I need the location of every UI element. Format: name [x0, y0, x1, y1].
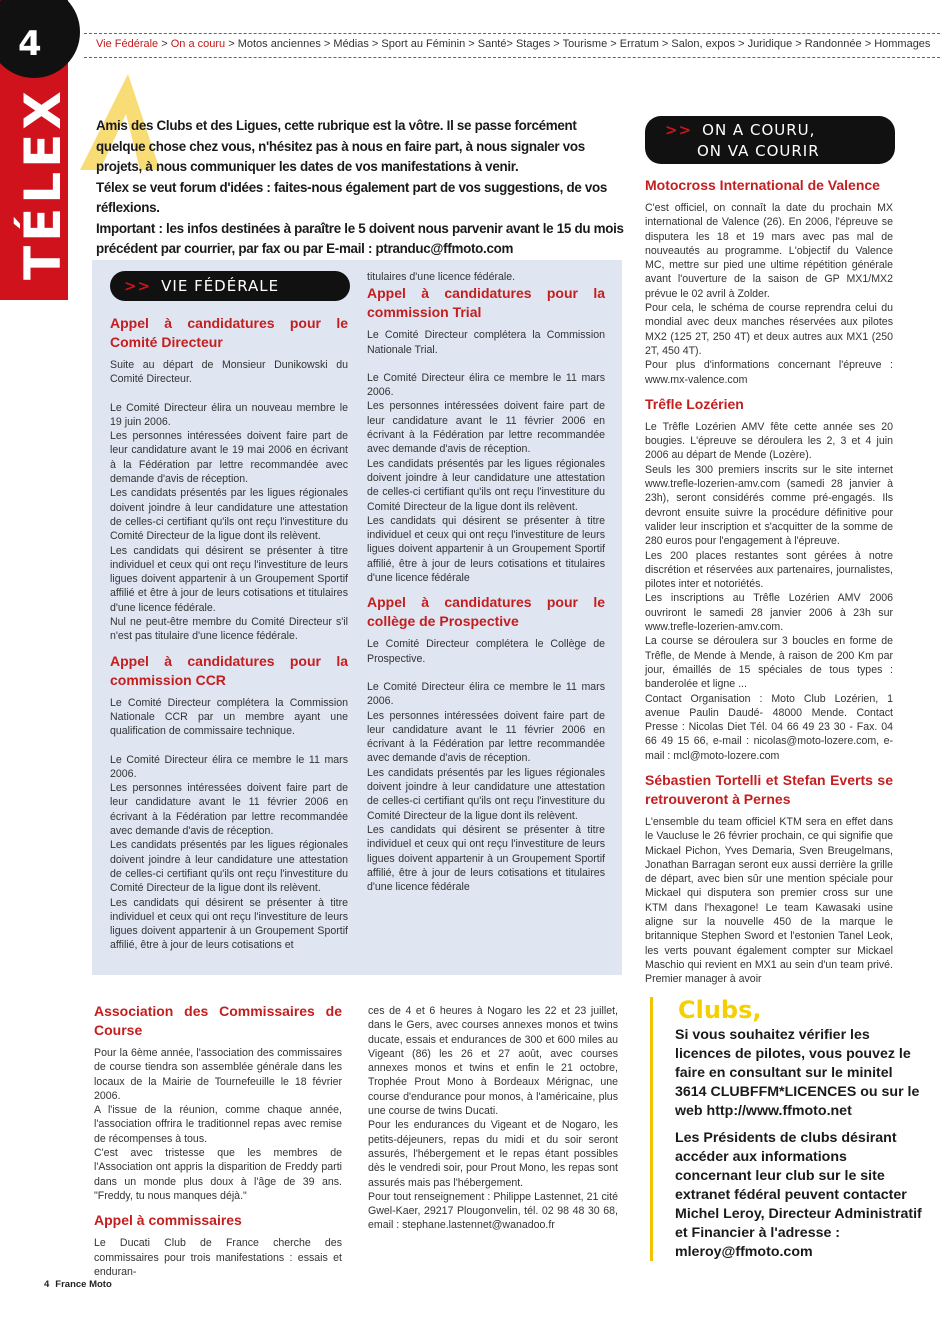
vie-federale-badge: >> VIE FÉDÉRALE — [110, 271, 350, 301]
section-title: TÉLEX — [14, 87, 72, 280]
intro-paragraph: Télex se veut forum d'idées : faites-nous également part de vos suggestions, de vos réflexions. — [96, 179, 608, 215]
commissaires-column-2: ces de 4 et 6 heures à Nogaro les 22 et 23 juillet, dans le Gers, avec courses annexes monos et twins ducate, essais et endurances de 300 et 600 miles au Vigeant (86) les 26 et 27 août, avec courses annexes monos et twins et enfin le 21 octobre, Trophée Prout Mono à Bordeaux Mérignac, une course d'endurance pour monos, à l'américaine, plus une course de twins Ducati. Pour les endurances du Vigeant et de Nogaro, les petits-déjeuners, repas du midi et du soir seront assurés, l'hébergement et le repas étant possibles dès le vendredi soir, pour Prout Mono, les repas sont assurés mais pas l'hébergement. Pour tout renseignement : Philippe Lastennet, 21 cité Gwel-Kaer, 29217 Plougonvelin, tél. 02 98 48 30 68, email : stephane.lastennet@wanadoo.fr — [368, 1005, 618, 1232]
intro-paragraph: Amis des Clubs et des Ligues, cette rubrique est la vôtre. Il se passe forcément quelque chose chez vous, n'hésitez pas à nous en faire part, à nous signaler vos projets, à nous communiquer les dates de vos manifestations à venir. — [96, 118, 585, 174]
article-title: Sébastien Tortelli et Stefan Everts se retrouveront à Pernes — [645, 771, 893, 807]
nav-divider-bottom — [84, 57, 940, 58]
footer-magazine: France Moto — [55, 1279, 112, 1290]
nav-item-erratum[interactable]: Erratum — [619, 38, 659, 50]
chevron-right-icon: >> — [665, 121, 693, 139]
nav-item-randonnee[interactable]: Randonnée — [804, 38, 862, 50]
article-title: Trêfle Lozérien — [645, 395, 744, 412]
chevron-right-icon: >> — [124, 277, 152, 295]
clubs-title: Clubs, — [678, 996, 762, 1024]
article-title: Appel à candidatures pour le Comité Directeur — [110, 315, 348, 350]
page-number: 4 — [18, 24, 42, 64]
nav-item-tourisme[interactable]: Tourisme — [562, 38, 608, 50]
page-footer — [44, 1279, 112, 1290]
article-title: Appel à candidatures pour la commission CCR — [110, 652, 348, 688]
nav-item-motos-anciennes[interactable]: Motos anciennes — [237, 38, 321, 50]
article-title: Motocross International de Valence — [645, 177, 880, 193]
nav-item-vie-federale[interactable]: Vie Fédérale — [96, 38, 159, 50]
breadcrumb: Vie Fédérale > On a couru > Motos anciennes > Médias > Sport au Féminin > Santé> Stages > Tourisme > Erratum > Salon, expos > Juridique > Randonnée > Hommages — [96, 38, 931, 50]
nav-item-on-a-couru[interactable]: On a couru — [170, 38, 226, 50]
nav-item-medias[interactable]: Médias — [333, 38, 369, 50]
nav-item-juridique[interactable]: Juridique — [747, 38, 793, 50]
nav-item-stages[interactable]: Stages — [515, 38, 551, 50]
vie-federale-col-2: titulaires d'une licence fédérale. Appel à candidatures pour la commission Trial Le Comité Directeur complétera la Commission Nationale Trial. Le Comité Directeur élira ce membre le 11 mars 2006. Les personnes intéressées doivent faire part de leur candidature avant le 11 février 2006 en écrivant à la Fédération par lettre recommandée avec demande d'avis de réception. Les candidats présentés par les ligues régionales doivent joindre à leur candidature une attestation de celles-ci certifiant qu'ils ont reçu l'investiture du Comité Directeur de la ligue dont ils relèvent. Les candidats qui désirent se présenter à titre individuel et ceux qui ont reçu l'investiture de leurs ligues doivent appartenir à un Groupement Sportif affilié, être à jour de leurs cotisations et titulaires d'une licence fédérale Appel à candidatures pour le collège de Prospective Le Comité Directeur complétera le Collège de Prospective. Le Comité Directeur élira ce membre le 11 mars 2006. Les personnes intéressées doivent faire part de leur candidature avant le 11 février 2006 en écrivant à la Fédération par lettre recommandée avec demande d'avis de réception. Les candidats présentés par les ligues régionales doivent joindre à leur candidature une attestation de celles-ci certifiant qu'ils ont reçu l'investiture du Comité Directeur de la ligue dont ils relèvent. Les candidats qui désirent se présenter à titre individuel et ceux qui ont reçu l'investiture de leurs ligues doivent appartenir à un Groupement Sportif affilié, être à jour de leurs cotisations et titulaires d'une licence fédérale — [367, 271, 605, 894]
nav-item-hommages[interactable]: Hommages — [874, 38, 931, 50]
article-title: Association des Commissaires de Course — [94, 1003, 342, 1038]
commissaires-column: Association des Commissaires de Course Pour la 6ème année, l'association des commissaires de course tiendra son assemblée générale dans les locaux de la Mairie de Tournefeuille le 18 février 2006. A l'issue de la réunion, comme chaque année, l'association offrira le traditionnel repas avec remise de récompenses à tous. C'est avec tristesse que les membres de l'Association ont appris la disparition de Freddy parti dans un monde plus doux à l'âge de 39 ans. "Freddy, tu nous manques déjà." Appel à commissaires Le Ducati Club de France cherche des commissaires pour trois manifestations : essais et enduran- — [94, 1003, 342, 1278]
intro-paragraph: Important : les infos destinées à paraître le 5 doivent nous parvenir avant le 15 du mois précédent par courrier, par fax ou par E-mail : ptranduc@ffmoto.com — [96, 220, 624, 256]
on-a-couru-column: Motocross International de Valence C'est officiel, on connaît la date du prochain MX international de Valence (26). En 2006, l'épreuve se disputera les 18 et 19 mars avec pas mal de nouveautés au programme. L'objectif du Valence MC, mettre sur pied une ultime répétition générale avant l'ouverture de la saison de GP MX1/MX2 prévue le 02 avril à Zolder. Pour cela, le schéma de course reprendra celui du mondial avec deux manches réservées aux pilotes MX2 (125 2T, 250 4T) et deux autres aux MX1 (250 2T, 450 4T). Pour plus d'informations concernant l'épreuve : www.mx-valence.com Trêfle Lozérien Le Trêfle Lozérien AMV fête cette année ses 20 bougies. L'épreuve se déroulera les 2, 3 et 4 juin 2006 au départ de Mende (Lozère). Seuls les 300 premiers inscrits sur le site internet www.trefle-lozerien-amv.com (samedi 28 janvier à 23h), seront considérés comme pré-engagés. Ils devront ensuite suivre la procédure définitive pour valider leur inscription et s'acquitter de la somme de 280 euros pour l'engagement à l'épreuve. Les 200 places restantes sont gérées à notre discrétion et réservées aux partenaires, journalistes, pilotes inter et notoriétés. Les inscriptions au Trêfle Lozérien AMV 2006 ouvriront le samedi 28 janvier 2006 à 23h sur www.trefle-lozerien-amv.com. La course se déroulera sur 3 boucles en forme de Trêfle, de Mende à Mende, à raison de 200 Km par jour, émaillés de 15 spéciales de tous types : banderolée et ligne ... Contact Organisation : Moto Club Lozérien, 1 avenue Paulin Daudé- 48000 Mende. Contact Presse : Nicolas Diet Tél. 04 66 49 23 30 - Fax. 04 66 49 15 66, e-mail : nicolas@moto-lozere.com, e-mail : mcl@moto-lozere.com Sébastien Tortelli et Stefan Everts se retrouveront à Pernes L'ensemble du team officiel KTM sera en effet dans le Vaucluse le 26 février prochain, ce qui signifie que Mickael Pichon, Yves Demaria, Sven Breugelmans, Jonathan Barragan seront eux aussi derrière la grille de départ, avec bien sûr une mention spéciale pour Mickael qui disputera son premier cross sur une KTM dans l'hexagone! Le team Kawasaki usine aligne sur la nouvelle 450 de la marque le britannique Stephen Sword et l'estonien Tanel Leok, les verts pouvant également compter sur Mickael Maschio qui revient en MX1 au sein d'un team privé. Premier manager à avoir — [645, 177, 893, 986]
vie-federale-col-1: Appel à candidatures pour le Comité Directeur Suite au départ de Monsieur Dunikowski du Comité Directeur. Le Comité Directeur élira un nouveau membre le 19 juin 2006. Les personnes intéressées doivent faire part de leur candidature avant le 19 mai 2006 en écrivant à la Fédération par lettre recommandée avec demande d'avis de réception. Les candidats présentés par les ligues régionales doivent joindre à leur candidature une attestation de celles-ci certifiant qu'ils ont reçu l'investiture du Comité Directeur de la ligue dont ils relèvent. Les candidats qui désirent se présenter à titre individuel et ceux qui ont reçu l'investiture de leurs ligues doivent appartenir à un Groupement Sportif affilié et être à jour de leurs cotisations et titulaires d'une licence fédérale. Nul ne peut-être membre du Comité Directeur s'il n'est pas titulaire d'une licence fédérale. Appel à candidatures pour la commission CCR Le Comité Directeur complétera la Commission Nationale CCR par un membre ayant une qualification de commissaire technique. Le Comité Directeur élira ce membre le 11 mars 2006. Les personnes intéressées doivent faire part de leur candidature avant le 11 février 2006 en écrivant à la Fédération par lettre recommandée avec demande d'avis de réception. Les candidats présentés par les ligues régionales doivent joindre à leur candidature une attestation de celles-ci certifiant qu'ils ont reçu l'investiture du Comité Directeur de la ligue dont ils relèvent. Les candidats qui désirent se présenter à titre individuel et ceux qui ont reçu l'investiture de leurs ligues doivent appartenir à un Groupement Sportif affilié, être à jour de leurs cotisations et — [110, 315, 348, 952]
intro-text — [96, 116, 624, 260]
article-title: Appel à candidatures pour le collège de Prospective — [367, 594, 605, 630]
nav-item-sport-feminin[interactable]: Sport au Féminin — [381, 38, 466, 50]
clubs-text: Si vous souhaitez vérifier les licences de pilotes, vous pouvez le faire en consultant sur le minitel 3614 CLUBFFM*LICENCES ou sur le web http://www.ffmoto.net Les Présidents de clubs désirant accéder aux informations concernant leur club sur le site extranet fédéral peuvent contacter Michel Leroy, Directeur Administratif et Financier à l'adresse : mleroy@ffmoto.com — [675, 1027, 922, 1260]
nav-item-sante[interactable]: Santé — [477, 38, 507, 50]
on-a-couru-badge: >> ON A COURU, ON VA COURIR — [645, 116, 895, 164]
article-title: Appel à commissaires — [94, 1212, 242, 1229]
nav-item-salon[interactable]: Salon, expos — [671, 38, 736, 50]
nav-divider-top — [84, 33, 940, 34]
footer-page-number: 4 — [44, 1279, 50, 1290]
article-title: Appel à candidatures pour la commission Trial — [367, 285, 605, 321]
